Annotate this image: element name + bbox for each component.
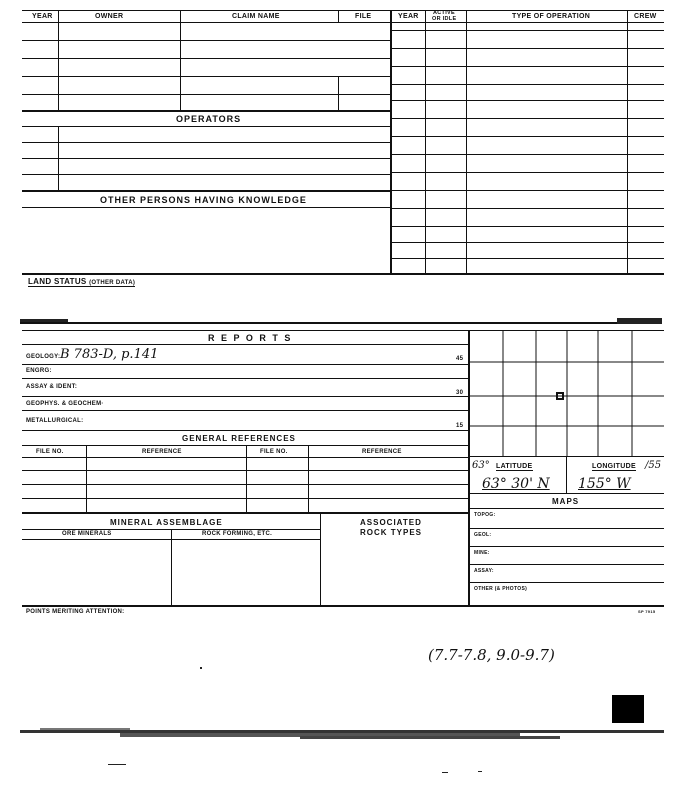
header-owner: OWNER — [95, 13, 124, 20]
latitude-value: 63° 30' N — [482, 476, 550, 492]
latitude-label: LATITUDE — [496, 463, 533, 470]
scale-45: 45 — [456, 356, 464, 362]
rock-forming-header: ROCK FORMING, ETC. — [202, 531, 273, 537]
maps-assay: ASSAY: — [474, 568, 494, 574]
form-number: SP 7915 — [638, 609, 656, 614]
points-meriting-label: POINTS MERITING ATTENTION: — [26, 609, 125, 615]
header-file: FILE — [355, 13, 372, 20]
scale-15: 15 — [456, 423, 464, 429]
maps-topog: TOPOG: — [474, 512, 496, 518]
general-references-title: GENERAL REFERENCES — [182, 434, 296, 443]
maps-title: MAPS — [552, 497, 580, 506]
maps-mine: MINE: — [474, 550, 490, 556]
longitude-label: LONGITUDE — [592, 463, 636, 470]
header-claim-name: CLAIM NAME — [232, 13, 280, 20]
gr-header-reference-1: REFERENCE — [142, 449, 182, 455]
rock-types-label: ROCK TYPES — [360, 528, 423, 537]
engrg-label: ENGRG: — [26, 368, 52, 374]
mineral-assemblage-title: MINERAL ASSEMBLAGE — [110, 518, 223, 527]
handwritten-range-note: (7.7-7.8, 9.0-9.7) — [428, 646, 555, 664]
assay-ident-label: ASSAY & IDENT: — [26, 384, 78, 390]
other-persons-heading: OTHER PERSONS HAVING KNOWLEDGE — [100, 195, 307, 205]
gr-header-file-no-2: FILE NO. — [260, 449, 288, 455]
header-crew: CREW — [634, 13, 657, 20]
reports-title: R E P O R T S — [208, 333, 293, 343]
geology-value: B 783-D, p.141 — [60, 347, 159, 362]
header-year: YEAR — [32, 13, 53, 20]
gr-header-file-no-1: FILE NO. — [36, 449, 64, 455]
header-idle: OR IDLE — [432, 16, 457, 22]
maps-other: OTHER (& PHOTOS) — [474, 586, 528, 592]
long-suffix: /55 — [645, 460, 662, 471]
header-year-right: YEAR — [398, 13, 419, 20]
location-grid — [470, 330, 664, 456]
associated-label: ASSOCIATED — [360, 518, 422, 527]
land-status-label — [28, 277, 135, 287]
metallurgical-label: METALLURGICAL: — [26, 418, 84, 424]
geology-label: GEOLOGY: — [26, 354, 61, 360]
header-active: ACTIVE — [433, 10, 455, 16]
header-type-of-operation: TYPE OF OPERATION — [512, 13, 591, 20]
scale-30: 30 — [456, 390, 464, 396]
geophys-label: GEOPHYS. & GEOCHEM· — [26, 401, 104, 407]
operators-heading: OPERATORS — [176, 114, 242, 124]
gr-header-reference-2: REFERENCE — [362, 449, 402, 455]
maps-geol: GEOL: — [474, 532, 492, 538]
lat-prefix: 63° — [472, 460, 490, 471]
ore-minerals-header: ORE MINERALS — [62, 531, 112, 537]
longitude-value: 155° W — [578, 476, 631, 492]
land-status-subtext: (OTHER DATA) — [89, 280, 136, 286]
land-status-text: LAND STATUS — [28, 277, 87, 286]
